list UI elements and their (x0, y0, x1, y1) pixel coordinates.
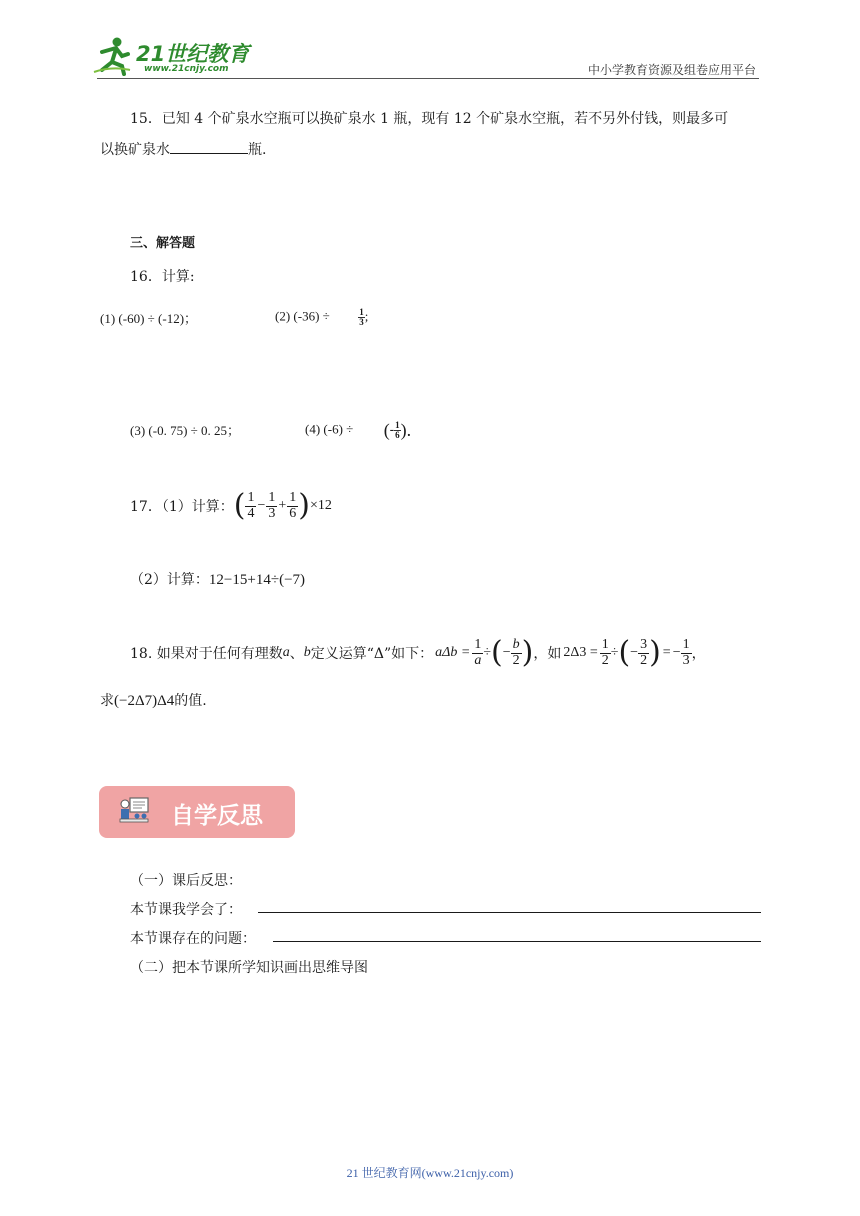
q16-part2-fraction: $\frac{1}{3}$ (359, 307, 364, 327)
q15-line2-post: 瓶. (248, 142, 267, 158)
q16-part4-fraction: $\frac{1}{6}$ (395, 420, 400, 440)
q18-line1: 18. 如果对于任何有理数 a 、 b 定义运算“Δ”如下： aΔb = $\frac{1}{a}$ ÷ ( − $\frac{b}{2}$ ) ，如 2Δ3 = $\frac{1}{2}$ ÷ ( − $\frac{3}{2}$ ) = − $\frac{1}{3}$ ， (130, 635, 706, 670)
runner-logo-icon (92, 36, 132, 78)
reflection-item-2: 本节课我学会了： (130, 902, 242, 918)
q15-line1: 15．已知 4 个矿泉水空瓶可以换矿泉水 1 瓶，现有 12 个矿泉水空瓶，若不另外付钱，则最多可 (130, 111, 729, 127)
section-title: 三、解答题 (130, 236, 196, 251)
reflection-item-3: 本节课存在的问题： (130, 931, 256, 947)
q17-frac-3: $\frac{1}{6}$ (289, 489, 297, 521)
q15-answer-blank (170, 139, 248, 154)
q17-frac-2: $\frac{1}{3}$ (268, 489, 276, 521)
reflection-line-1 (258, 912, 761, 913)
header-right-text: 中小学教育资源及组卷应用平台 (587, 63, 756, 77)
banner-title: 自学反思 (171, 803, 263, 829)
logo-url: www.21cnjy.com (144, 64, 229, 74)
q16-part2-pre: (2) (-36) ÷ (275, 308, 330, 324)
teacher-board-icon (117, 795, 151, 829)
q16-label: 16．计算: (130, 269, 195, 285)
reflection-line-2 (273, 941, 761, 942)
q15-line2 (100, 139, 266, 159)
header-rule (97, 78, 759, 79)
reflection-banner (99, 786, 295, 838)
reflection-item-4: （二）把本节课所学知识画出思维导图 (130, 960, 368, 976)
header-logo (92, 36, 262, 78)
q16-part3: (3) (-0. 75) ÷ 0. 25； (130, 423, 241, 438)
footer-text: 21 世纪教育网(www.21cnjy.com) (346, 1166, 514, 1180)
q17-frac-1: $\frac{1}{4}$ (247, 489, 255, 521)
q17-part1: 17．（1）计算： ( $\frac{1}{4}$ − $\frac{1}{3}$ + $\frac{1}{6}$ ) ×12 (130, 488, 332, 523)
q16-part4: (4) (-6) ÷ (- $\frac{1}{6}$ ). (305, 420, 412, 440)
q17-part2: （2）计算：12−15+14÷(−7) (130, 572, 306, 588)
logo-text: 21世纪教育 (136, 42, 250, 66)
q16-part4-pre: (4) (-6) ÷ (305, 421, 354, 437)
q16-part1: (1) (-60) ÷ (-12)； (100, 311, 198, 326)
q18-line2: 求(−2Δ7)Δ4的值. (100, 693, 207, 709)
q16-part2: (2) (-36) ÷ $\frac{1}{3}$ ; (275, 307, 369, 327)
q15-line2-pre: 以换矿泉水 (100, 142, 170, 158)
reflection-item-1: （一）课后反思： (130, 873, 242, 889)
